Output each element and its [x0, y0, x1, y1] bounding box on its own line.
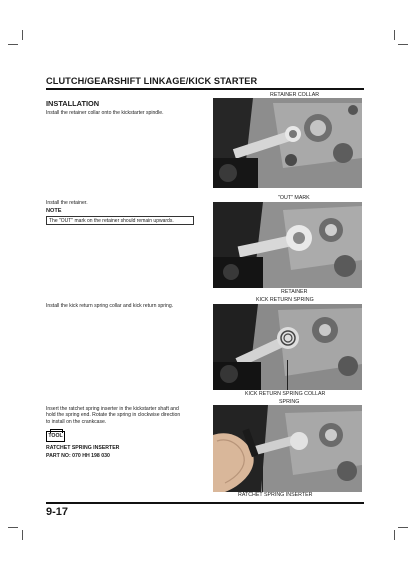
step-2-text: Install the retainer. — [46, 200, 88, 206]
step-3-text: Install the kick return spring collar and kick return spring. — [46, 303, 174, 309]
note-label: NOTE — [46, 208, 62, 214]
step-4-line: to install on the crankcase. — [46, 418, 107, 425]
page-number: 9-17 — [46, 506, 69, 518]
crop-mark — [8, 44, 18, 45]
header-divider — [46, 88, 364, 90]
step-1-text: Install the retainer collar onto the kickstarter spindle. — [46, 110, 164, 116]
tool-part-number: PART NO: 070 HH 198 030 — [46, 453, 110, 459]
note-box — [46, 216, 194, 225]
callout-retainer: RETAINER — [281, 289, 308, 295]
crop-mark — [22, 530, 23, 540]
step-4-text — [46, 406, 180, 425]
crop-mark — [394, 530, 395, 540]
tool-icon: TOOL — [46, 431, 65, 442]
step-4-line: Insert the ratchet spring inserter in the kickstarter shaft and — [46, 406, 179, 412]
crop-mark — [22, 30, 23, 40]
photo-ratchet-spring-inserter — [213, 405, 362, 492]
crop-mark — [398, 527, 408, 528]
callout-leader — [262, 465, 263, 492]
crop-mark — [398, 44, 408, 45]
photo-retainer-collar — [213, 98, 362, 188]
callout-retainer-collar: RETAINER COLLAR — [270, 92, 320, 98]
callout-kick-return-spring: KICK RETURN SPRING — [256, 297, 314, 303]
note-text: The "OUT" mark on the retainer should remain upwards. — [49, 218, 174, 224]
page-title: CLUTCH/GEARSHIFT LINKAGE/KICK STARTER — [46, 76, 258, 86]
section-heading: INSTALLATION — [46, 99, 100, 108]
callout-out-mark: "OUT" MARK — [278, 195, 310, 201]
callout-leader — [287, 360, 288, 390]
callout-kick-return-spring-collar: KICK RETURN SPRING COLLAR — [245, 391, 326, 397]
tool-name: RATCHET SPRING INSERTER — [46, 445, 120, 451]
crop-mark — [394, 30, 395, 40]
crop-mark — [8, 527, 18, 528]
photo-retainer — [213, 202, 362, 288]
step-4-line: hold the spring end. Rotate the spring in clockwise direction — [46, 412, 181, 419]
footer-divider — [46, 502, 364, 504]
callout-ratchet-spring-inserter: RATCHET SPRING INSERTER — [238, 492, 313, 498]
callout-spring: SPRING — [279, 399, 300, 405]
